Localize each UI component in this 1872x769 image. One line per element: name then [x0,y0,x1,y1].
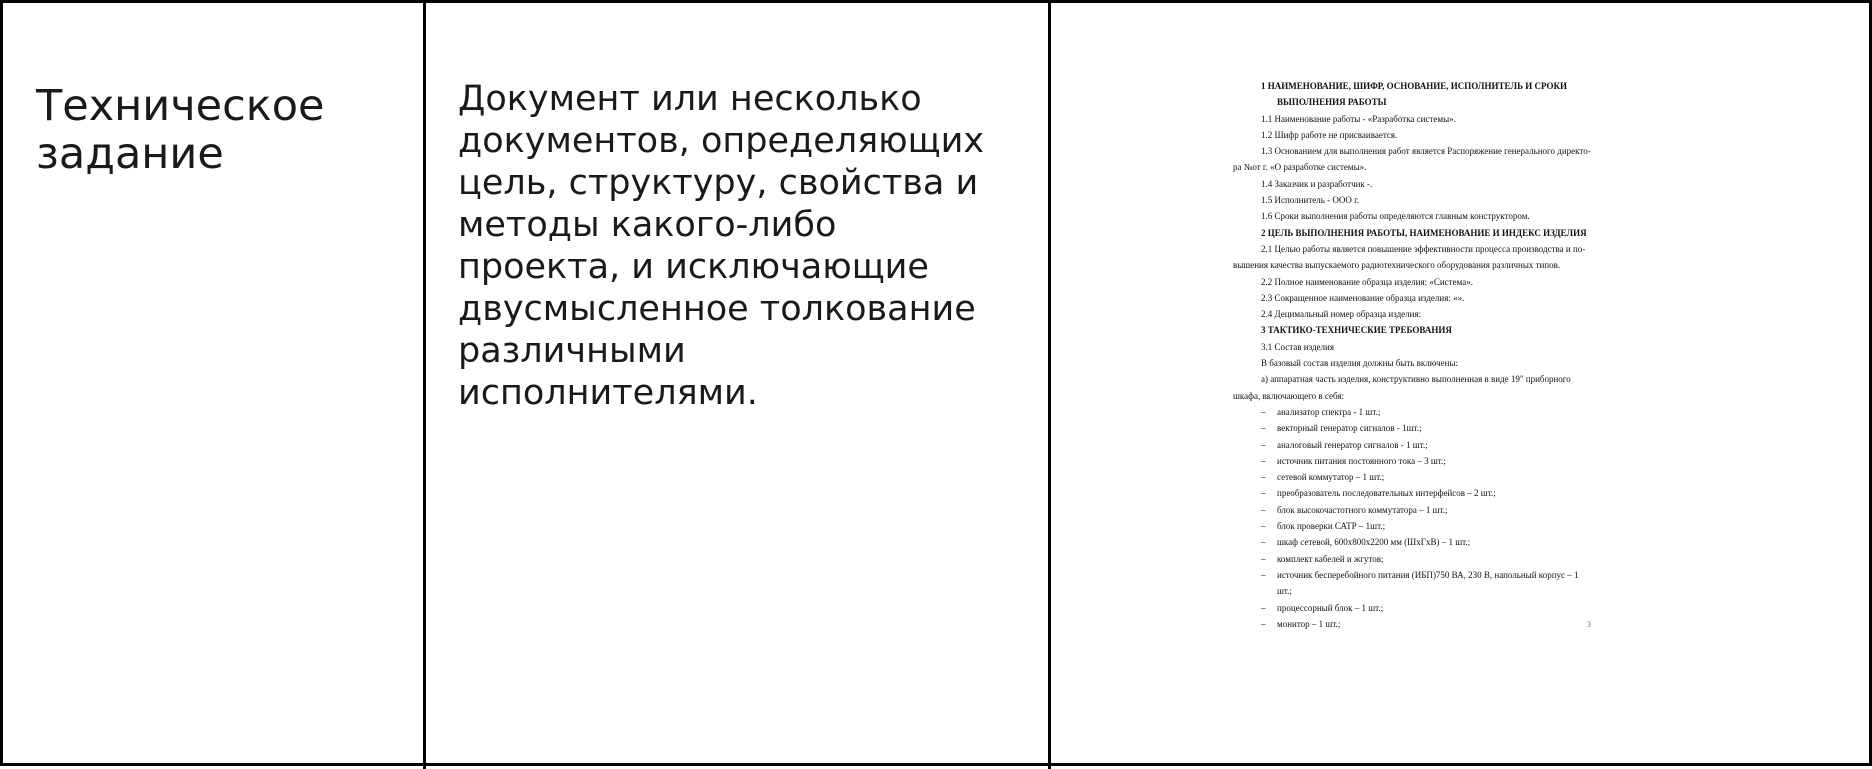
document-page-preview [1233,78,1623,632]
document-line: 1.1 Наименование работы - «Разработка системы». [1261,113,1456,124]
document-line: 2.1 Целью работы является повышение эффективности процесса производства и по- [1261,243,1586,254]
document-line [1233,616,1623,632]
term-line: Техническое [36,81,325,131]
document-line [1233,502,1623,518]
document-line: 1 НАИМЕНОВАНИЕ, ШИФР, ОСНОВАНИЕ, ИСПОЛНИТЕЛЬ И СРОКИ [1261,81,1567,91]
bullet-dash: – [1261,406,1266,417]
bullet-dash: – [1261,455,1266,466]
bullet-text: аналоговый генератор сигналов - 1 шт.; [1277,439,1428,450]
definition-line: методы какого-либо [458,205,837,245]
document-line: 2.2 Полное наименование образца изделия: «Система». [1261,276,1473,287]
bullet-text: преобразователь последовательных интерфейсов – 2 шт.; [1277,488,1496,499]
bullet-dash: – [1261,488,1266,499]
document-line: 3.1 Состав изделия [1261,341,1334,352]
definition-line: Документ или несколько [458,79,922,119]
bullet-dash: – [1261,504,1266,515]
document-line: шт.; [1277,586,1292,597]
document-line: 1.5 Исполнитель - ООО г. [1261,195,1360,206]
definition-line: проекта, и исключающие [458,247,929,287]
definition-cell [458,78,1018,414]
document-line [1233,485,1623,501]
bullet-text: шкаф сетевой, 600х800х2200 мм (ШхГхВ) – 1 шт.; [1277,537,1471,548]
document-line [1233,551,1623,567]
bullet-dash: – [1261,439,1266,450]
bullet-text: анализатор спектра - 1 шт.; [1277,406,1381,417]
document-line [1233,437,1623,453]
document-line [1233,420,1623,436]
document-line: 1.4 Заказчик и разработчик -. [1261,178,1373,189]
definition-line: документов, определяющих [458,121,985,161]
document-line [1233,534,1623,550]
document-line: а) аппаратная часть изделия, конструктивно выполненная в виде 19" приборного [1261,374,1571,385]
document-line: В базовый состав изделия должны быть включены: [1261,358,1458,369]
document-line: 2 ЦЕЛЬ ВЫПОЛНЕНИЯ РАБОТЫ, НАИМЕНОВАНИЕ И ИНДЕКС ИЗДЕЛИЯ [1261,227,1587,238]
document-line: ВЫПОЛНЕНИЯ РАБОТЫ [1277,97,1387,108]
document-line [1233,404,1623,420]
document-line: 2.3 Сокращенное наименование образца изделия: «». [1261,292,1465,303]
bullet-text: блок проверки САТР – 1шт.; [1277,521,1386,532]
column-divider-2 [1048,3,1051,769]
document-line: 1.3 Основанием для выполнения работ является Распоряжение генерального директо- [1261,146,1591,157]
definition-line: различными [458,331,686,371]
bullet-dash: – [1261,537,1266,548]
bullet-dash: – [1261,472,1266,483]
definition-line: двусмысленное толкование [458,289,976,329]
document-line: 2.4 Децимальный номер образца изделия: [1261,309,1422,320]
bullet-text: блок высокочастотного коммутатора – 1 шт.; [1277,504,1448,515]
bullet-text: источник бесперебойного питания (ИБП)750 ВА, 230 В, напольный корпус – 1 [1277,569,1579,580]
document-line: 1.2 Шифр работе не присваивается. [1261,129,1398,140]
bullet-dash: – [1261,423,1266,434]
bullet-dash: – [1261,521,1266,532]
bullet-dash: – [1261,553,1266,564]
document-line: шкафа, включающего в себя: [1233,390,1344,401]
bullet-text: сетевой коммутатор – 1 шт.; [1277,472,1385,483]
bullet-dash: – [1261,602,1266,613]
bullet-text: процессорный блок – 1 шт.; [1277,602,1384,613]
term-cell [36,82,396,178]
page-number: 3 [1587,620,1591,629]
bullet-text: источник питания постоянного тока – 3 шт.; [1277,455,1446,466]
document-line: ра №от г. «О разработке системы». [1233,162,1367,173]
definition-line: исполнителями. [458,373,758,413]
document-line [1233,469,1623,485]
document-line: вышения качества выпускаемого радиотехнического оборудования различных типов. [1233,260,1561,271]
bullet-text: векторный генератор сигналов - 1шт.; [1277,423,1422,434]
document-line: 3 ТАКТИКО-ТЕХНИЧЕСКИЕ ТРЕБОВАНИЯ [1261,325,1452,336]
document-line [1233,453,1623,469]
document-line [1233,518,1623,534]
bullet-dash: – [1261,569,1266,580]
bullet-dash: – [1261,618,1266,629]
definition-line: цель, структуру, свойства и [458,163,979,203]
document-line [1233,600,1623,616]
bullet-text: монитор – 1 шт.; [1277,618,1341,629]
term-line: задание [36,129,224,179]
column-divider-1 [423,3,426,769]
document-line: 1.6 Сроки выполнения работы определяются главным конструктором. [1261,211,1530,222]
document-line [1233,567,1623,583]
bullet-text: комплект кабелей и жгутов; [1277,553,1384,564]
